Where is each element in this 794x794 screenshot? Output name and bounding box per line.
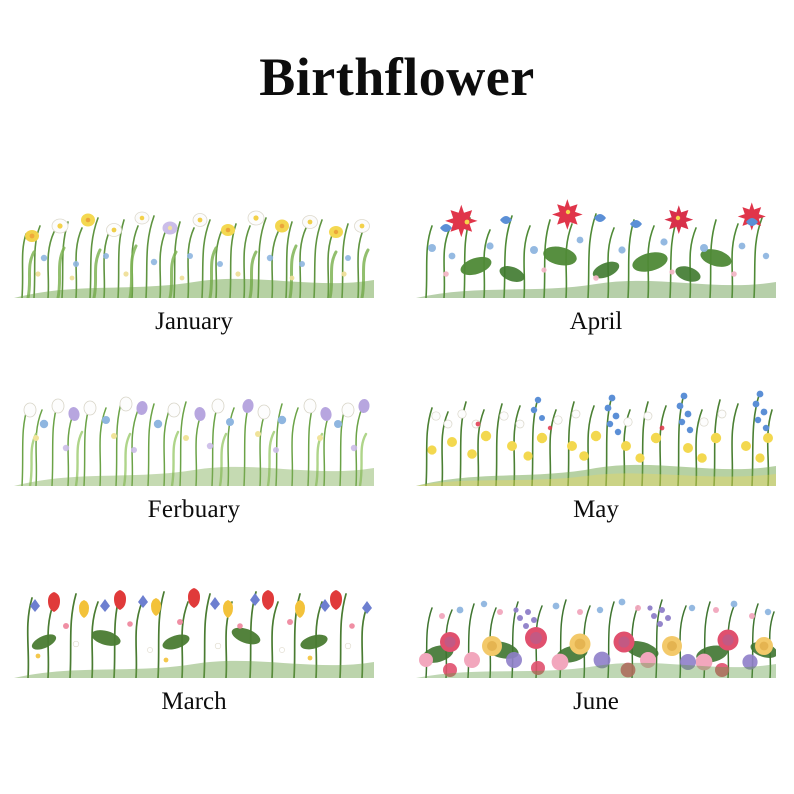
month-card-april xyxy=(416,170,776,360)
month-label-june: June xyxy=(573,688,619,715)
february-floral-border xyxy=(14,358,374,486)
month-label-february: Ferbuary xyxy=(147,496,241,523)
april-floral-border xyxy=(416,170,776,298)
month-label-january: January xyxy=(155,308,233,335)
month-card-february xyxy=(14,358,374,548)
may-floral-border xyxy=(416,358,776,486)
january-floral-border xyxy=(14,170,374,298)
month-card-march xyxy=(14,550,374,740)
june-floral-border xyxy=(416,550,776,678)
month-label-march: March xyxy=(161,688,227,715)
month-card-june xyxy=(416,550,776,740)
month-card-may xyxy=(416,358,776,548)
month-grid xyxy=(0,160,794,760)
page-title: Birthflower xyxy=(259,47,535,107)
month-label-april: April xyxy=(569,308,623,335)
month-card-january xyxy=(14,170,374,360)
march-floral-border xyxy=(14,550,374,678)
month-label-may: May xyxy=(573,496,619,523)
